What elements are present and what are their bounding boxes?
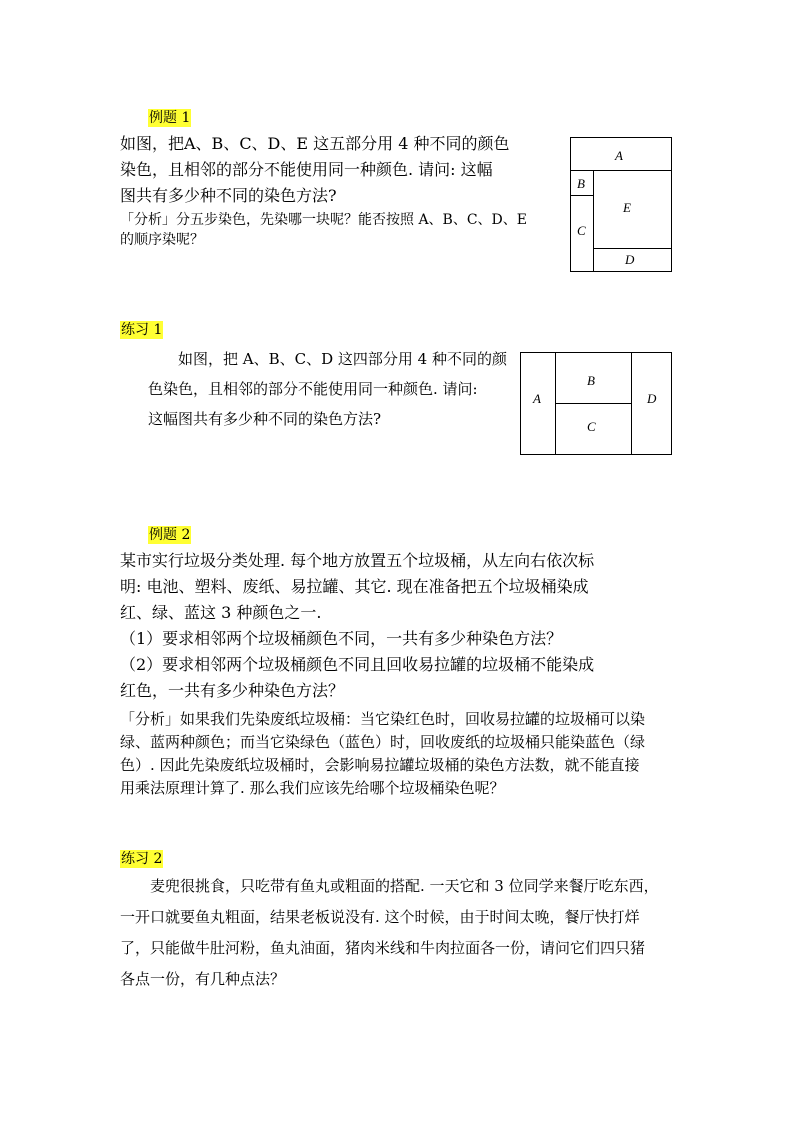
practice-1-problem bbox=[148, 344, 528, 434]
divider-middle bbox=[556, 403, 631, 404]
practice-2-label: 练习 2 bbox=[121, 851, 163, 867]
practice-2-line-3: 了，只能做牛肚河粉，鱼丸油面，猪肉米线和牛肉拉面各一份，请问它们四只猪 bbox=[120, 939, 646, 957]
label-d: D bbox=[647, 391, 657, 406]
example-2-question-1: （1）要求相邻两个垃圾桶颜色不同，一共有多少种染色方法？ bbox=[120, 629, 563, 648]
example-1-line-1: 如图，把A、B、C、D、E 这五部分用 4 种不同的颜色 bbox=[120, 134, 510, 153]
label-e: E bbox=[623, 200, 631, 215]
label-b: B bbox=[577, 176, 585, 191]
example-2-analysis-line-4: 用乘法原理计算了. 那么我们应该先给哪个垃圾桶染色呢？ bbox=[120, 779, 505, 797]
example-2-label: 例题 2 bbox=[149, 527, 191, 543]
practice-2-problem bbox=[120, 871, 690, 995]
label-c: C bbox=[587, 419, 596, 434]
practice-1-figure bbox=[520, 352, 672, 455]
example-2-question-2: （2）要求相邻两个垃圾桶颜色不同且回收易拉罐的垃圾桶不能染成 bbox=[120, 655, 595, 674]
practice-2-line-1: 麦兜很挑食，只吃带有鱼丸或粗面的搭配. 一天它和 3 位同学来餐厅吃东西， bbox=[150, 877, 659, 895]
example-1-analysis-line-2: 的顺序染呢？ bbox=[120, 232, 204, 248]
example-2-line-2: 明: 电池、塑料、废纸、易拉罐、其它. 现在准备把五个垃圾桶染成 bbox=[120, 577, 589, 596]
example-2-analysis-line-2: 绿、蓝两种颜色；而当它染绿色（蓝色）时，回收废纸的垃圾桶只能染蓝色（绿 bbox=[120, 733, 646, 751]
example-1-analysis-line-1: 「分析」分五步染色，先染哪一块呢？能否按照 A、B、C、D、E bbox=[120, 212, 528, 228]
practice-2-line-4: 各点一份，有几种点法？ bbox=[120, 970, 286, 988]
example-2-question-2-cont: 红色，一共有多少种染色方法？ bbox=[120, 681, 345, 700]
label-c: C bbox=[577, 223, 586, 238]
example-1-line-2: 染色，且相邻的部分不能使用同一种颜色. 请问: 这幅 bbox=[120, 160, 493, 179]
example-2-line-3: 红、绿、蓝这 3 种颜色之一. bbox=[120, 603, 322, 622]
label-a: A bbox=[615, 148, 623, 163]
example-1-problem bbox=[120, 131, 570, 209]
example-1-label: 例题 1 bbox=[149, 110, 191, 126]
example-2-line-1: 某市实行垃圾分类处理. 每个地方放置五个垃圾桶，从左向右依次标 bbox=[120, 551, 595, 570]
practice-2-line-2: 一开口就要鱼丸粗面，结果老板说没有. 这个时候，由于时间太晚，餐厅快打烊 bbox=[120, 908, 640, 926]
practice-1-line-2: 色染色，且相邻的部分不能使用同一种颜色. 请问: bbox=[148, 380, 478, 398]
example-1-analysis bbox=[120, 210, 570, 250]
practice-1-line-1: 如图，把 A、B、C、D 这四部分用 4 种不同的颜 bbox=[178, 350, 507, 368]
practice-1-label: 练习 1 bbox=[121, 322, 163, 338]
example-2-analysis-line-3: 色）. 因此先染废纸垃圾桶时，会影响易拉罐垃圾桶的染色方法数，就不能直接 bbox=[120, 756, 640, 774]
example-1-figure bbox=[570, 137, 672, 272]
divider-right bbox=[631, 353, 632, 454]
label-b: B bbox=[587, 373, 595, 388]
example-2-analysis bbox=[120, 708, 690, 800]
label-a: A bbox=[533, 391, 541, 406]
practice-1-line-3: 这幅图共有多少种不同的染色方法? bbox=[148, 410, 382, 428]
example-2-problem bbox=[120, 548, 690, 704]
example-2-analysis-line-1: 「分析」如果我们先染废纸垃圾桶：当它染红色时，回收易拉罐的垃圾桶可以染 bbox=[120, 710, 646, 728]
label-d: D bbox=[625, 252, 635, 267]
example-1-line-3: 图共有多少种不同的染色方法? bbox=[120, 186, 337, 205]
